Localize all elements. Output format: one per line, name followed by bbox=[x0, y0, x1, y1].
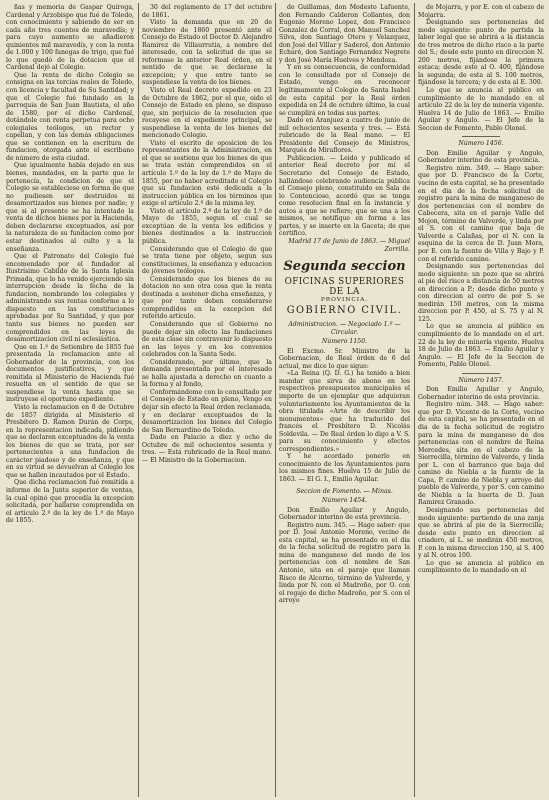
paragraph: Designando sus pertenencias del modo siguiente: un pozo que se abrirá al pie del risco a distancia de 50 metros en direccion a P.; desde dicho punto y con direccion al cerro de por S. se medirán 150 metros, con la misma direccion por P. 450, al S. 75 y al N. 125. bbox=[418, 263, 544, 323]
paragraph: ñas y memoria de Gaspar Quiroga, Cardenal y Arzobispo que fué de Toledo, con conocimiento y sabiendo de ser en cada año tres cuentos de maravedís; y para cuyo aumento se añadieron quinientos mil maravedís, y con la renta de 1.000 y 100 fanegas de trigo, que fué lo que quedó de la dotacion que el Cardenal dejó al Colegio. bbox=[6, 4, 134, 72]
separator-rule bbox=[462, 373, 500, 374]
entry-number-1454: Número 1454. bbox=[321, 497, 368, 505]
government-title: GOBIERNO CIVIL. bbox=[286, 305, 403, 317]
paragraph: Registro num. 345. — Hago saber: que por D. José Antonio Moreno, vecino de esta capital, se ha presentado en el dia de la fecha solicitud de registro para la mina de manganeso del modo de los pertenencias con el nombre de San Antonio, sita en el paraje que llaman Risco de Alcorno, término de Valverde, y linda por N. con el Madroño, por O. con el regajo de dicho Madroño, por S. con el arroyo bbox=[279, 521, 410, 605]
paragraph: 30 del reglamento de 17 del octubre de 1861. bbox=[142, 4, 272, 19]
section-title: Segunda seccion bbox=[283, 259, 406, 275]
paragraph: Visto el Real decreto expedido en 23 de Octubre de 1862, por el que, oido el Consejo de Estado en pleno, se dispuso que, sin perjuicio de la resolucion que recayese en el expediente principal, se suspendiese la venta de los bienes del mencionado Colegio. bbox=[142, 87, 272, 140]
paragraph: El Excmo. Sr. Ministro de la Gobernacion, de Real órden de 6 del actual, me dice lo que sigue: bbox=[279, 347, 410, 370]
paragraph: Visto la demanda que en 20 de noviembre de 1860 presentó ante el Consejo de Estado el Doctor D. Alejandro Ramirez de Villaurrutia, a nombre del interesado, con la solicitud de que se reformase la anterior Real órden, en el sentido de que se declarase la excepcion; y que entre tanto se suspendiese la venta de los bienes. bbox=[142, 19, 272, 87]
paragraph: Que el Patronato del Colegio fué encomendado por el fundador al Ilustrísimo Cabildo de la Santa Iglesia Primada, que lo ha venido ejerciendo sin interrupcion desde la fecha de la fundacion, nombrando los colegiales y administrando sus rentas conforme a lo dispuesto en las constituciones aprobadas por Su Santidad, y que por tanto sus bienes no pueden ser comprendidos en las leyes de desamortizacion civil ni eclesiástica. bbox=[6, 253, 134, 344]
paragraph: Lo que se anuncia al público en cumplimiento de lo mandado en el artículo 22 de la ley de minería vigente. Huelva 14 de Julio de 1863. — Emilio Aguilar y Angulo. — El Jefe de la Seccion de Fomento, Pablo Olonel. bbox=[418, 87, 544, 132]
paragraph: Visto la reclamacion en 8 de Octubre de 1857 dirigida al Ministerio el Presbítero D. Ramon Durán de Corps, en la representacion indicada, pidiendo que se declaren exceptuados de la venta los bienes de que se trata, por ser pertenecientes a una fundacion de carácter piadoso y de enseñanza, y que en su virtud se devuelvan al Colegio los que se hallen incautados por el Estado. bbox=[6, 403, 134, 479]
paragraph: Publicacion. — Leido y publicado el anterior Real decreto por mí el Secretario del Consejo de Estado, hallándose celebrando audiencia pública el Consejo pleno, constituido en Sala de lo Contencioso, acordó que se tenga como resolucion final en la instancia y autos a que se refiere; que se una a los mismos, se notifique en forma a las partes, y se inserte en la Gaceta; de que certifico. bbox=[279, 154, 410, 238]
paragraph: Que en 1.º de Setiembre de 1855 fué presentada la reclamacion ante el Gobernador de la provincia, con los documentos justificativos, y que remitida al Ministerio de Hacienda fué resuelta en el sentido de que se suspendiese la venta hasta que se instruyese el oportuno expediente. bbox=[6, 343, 134, 404]
paragraph: Lo que se anuncia al público en cumplimiento de lo mandado en el bbox=[418, 559, 544, 575]
signature-line: Madrid 17 de Junio de 1863. — Miguel Zorrilla. bbox=[288, 237, 410, 253]
paragraph: Que igualmente había dejado en sus bienes, mandados, en la parte que le pertenecía, la condicion de que el Colegio se estableciese en forma de que no pudiesen ser destruidos ni desamortizados sus bienes por nadie; y que si al presente se ha intentado la venta de dichos bienes por la Hacienda, deben declararse exceptuados, así por la naturaleza de su fundacion como por estar destinados al culto y a la enseñanza. bbox=[6, 162, 134, 253]
entry-number-1457: Número 1457. bbox=[458, 376, 504, 384]
paragraph: de Guillamas, don Modesto Lafuente, don Fernando Calderon Collantes, don Eugenio Moreno Lopez, don Francisco Gonzalez de Corral, don Manuel Sanchez Silva, don Santiago Otero y Velazquez, don José del Villar y Saderol, don Antonio Echaré, don Santiago Fernandez Negrete y don José María Huelves y Mendoza. bbox=[279, 4, 410, 64]
paragraph: Registro núm. 348. — Hago saber: que por D. Vicente de la Corte, vecino de esta capital, se ha presentado en el dia de la fecha solicitud de registro para la mina de manganeso de dos pertenencias con el nombre de Reina Mercedes, sita en el cabezo de la Sierrecilla, término de Valverde, y linda por L. con el barranco que baja del camino de Niebla a la fuente de la Capa, P. camino de Niebla y arroyo del pueblo de Valverde, y por S. con camino de Niebla a la huerta de D. Juan Ramirez Granado. bbox=[418, 401, 544, 507]
paragraph: de Mojarra, y por E. con el cabezo de Mojarra. bbox=[418, 4, 544, 19]
column-2 bbox=[142, 4, 272, 796]
column-rule bbox=[138, 3, 139, 797]
column-4 bbox=[418, 4, 544, 796]
paragraph: Don Emilio Aguilar y Angulo, Gobernador interino de esta provincia. bbox=[418, 386, 544, 401]
paragraph: Considerando, por último, que la demanda presentada por el interesado se halla ajustada a derecho en cuanto a la forma y al fondo, bbox=[142, 358, 272, 389]
paragraph: Conformándome con lo consultado por el Consejo de Estado en pleno, Vengo en dejar sin efecto la Real órden reclamada, y en declarar exceptuados de la desamortizacion los bienes del Colegio de San Bernardino de Toledo. bbox=[142, 388, 272, 434]
paragraph: Designando sus pertenencias del modo siguiente: punto de partida la labor legal que se abrirá a la distancia de tres metros de dicho risco a la parte del S.; desde este punto en direccion N. 200 metros, fijándose la primera estaca; desde este al O. 400, fijándose la segunda; de esta al S. 100 metros, fijándose la tercera; y de esta al E. 300. bbox=[418, 19, 544, 87]
paragraph: Don Emilio Aguilar y Angulo, Gobernador interino de esta provincia. bbox=[279, 506, 410, 522]
circular-number: Número 1150. bbox=[321, 338, 368, 346]
separator-rule bbox=[462, 136, 500, 137]
paragraph: Considerando que el Colegio de que se trata tiene por objeto, segun sus constituciones, la enseñanza y educacion de jóvenes teólogos. bbox=[142, 245, 272, 276]
paragraph: Considerando que los bienes de su dotacion no son otra cosa que la renta destinada a sostener dicha enseñanza, y que por tanto deben considerarse comprendidos en la excepcion del referido artículo. bbox=[142, 275, 272, 321]
fomento-heading: Seccion de Fomento. — Minas. bbox=[296, 487, 393, 495]
paragraph: Dado en Palacio a diez y ocho de Octubre de mil ochocientos sesenta y tres. — Está rubricado de la Real mano. — El Ministro de la Gobernacion. bbox=[142, 434, 272, 464]
paragraph: Registro núm. 349. — Hago saber: que por D. Francisco de la Corte, vecino de esta capital, se ha presentado en el dia de la fecha solicitud de registro para la mina de manganeso de dos pertenencias con el nombre de Cabecera, sita en el paraje Valle del Mojon, término de Valverde, y linda por el S. con el camino que baja de Valverde a Calañas, por el N. con la esquina de la cerca de D. Juan Mora, por E. con la fuente de Villa y Bajo y P. con el referido camino. bbox=[418, 164, 544, 263]
paragraph: Designando sus pertenencias del modo siguiente: partiendo de una zanja que se abrirá al pie de la Sierrecilla; desde este punto en direccion al criadero, al L. se medirán 450 metros, P. con la misma direccion 150, al S. 400 y al N. otros 100. bbox=[418, 507, 544, 560]
paragraph: Y he acordado ponerlo en conocimiento de los Ayuntamientos para los mismos fines. Huelva 15 de Julio de 1863. — El G. I., Emilio Aguilar. bbox=[279, 453, 410, 483]
province-word: PROVINCIA. bbox=[320, 297, 369, 304]
admin-heading: Administracion. — Negociado 1.º — Circular. bbox=[288, 321, 401, 336]
column-rule bbox=[275, 3, 276, 797]
offices-title: OFICINAS SUPERIORES DE LA bbox=[284, 277, 405, 298]
paragraph: Visto el artículo 2.º de la ley de 1.º de Mayo de 1855, segun el cual se exceptúan de la venta los edificios y bienes destinados a la instruccion pública. bbox=[142, 207, 272, 245]
entry-number-1456: Número 1456. bbox=[458, 140, 504, 148]
paragraph: Considerando que el Gobierno no puede dejar sin efecto las fundaciones de esta clase sin contravenir lo dispuesto en las leyes y en los convenios celebrados con la Santa Sede. bbox=[142, 320, 272, 359]
paragraph: Que la renta de dicho Colegio se consigna en las tercias reales de Toledo, con licencia y facultad de Su Santidad; y que el Colegio fué fundado en la parroquia de San Juan Bautista, el año de 1580, por el dicho Cardenal, dotándole con renta perpetua para ocho colegiales teólogos, un rector y capellan, y con las demás obligaciones que se contienen en la escritura de fundacion, otorgada ante el escribano de número de esta ciudad. bbox=[6, 71, 134, 162]
paragraph: Lo que se anuncia al público en cumplimiento de lo mandado en el art. 22 de la ley de minería vigente. Huelva 18 de Julio de 1863. — Emilio Aguilar y Angulo. — El Jefe de la Seccion de Fomento, Pablo Olonel. bbox=[418, 323, 544, 369]
paragraph: Dado en Aranjuez a cuatro de junio de mil ochocientos sesenta y tres. — Está rubricado de la Real mano. — El Presidente del Consejo de Ministros, Marqués de Miraflores. bbox=[279, 117, 410, 155]
paragraph: «La Reina (Q. D. G.) ha tenido a bien mandar que sirva de abono en los respectivos presupuestos municipales el importe de un ejemplar que adquieran voluntariamente los Ayuntamientos de la obra titulada «Arte de describir los monumentos» que ha traducido del francés el Presbítero D. Nicolás Soldevila. — De Real órden lo digo a V. S. para su conocimiento y efectos correspondientes.» bbox=[279, 370, 410, 453]
paragraph: Don Emilio Aguilar y Angulo, Gobernador interino de esta provincia. bbox=[418, 149, 544, 165]
column-rule bbox=[414, 3, 415, 797]
paragraph: Visto el escrito de oposicion de los representantes de la Administracion, en el que se sostiene que los bienes de que se trata están comprendidos en el artículo 1.º de la ley de 1.º de Mayo de 1855, por no haber acreditado el Colegio que su fundacion esté dedicada a la instruccion pública en los términos que exige el artículo 2.º de la misma ley. bbox=[142, 139, 272, 208]
column-1 bbox=[6, 4, 134, 796]
paragraph: Y en su consecuencia, de conformidad con lo consultado por el Consejo de Estado, vengo en reconocer legítimamente al Colegio de Santa Isabel de esta capital por la Real órden expedida en 24 de octubre último, la cual se cumplirá en todas sus partes. bbox=[279, 64, 410, 117]
paragraph: Que dicha reclamacion fué remitida a informe de la Junta superior de ventas, la cual opinó que procedía la excepcion solicitada, por hallarse comprendida en el artículo 2.º de la ley de 1.º de Mayo de 1855. bbox=[6, 479, 134, 525]
column-3 bbox=[279, 4, 410, 796]
